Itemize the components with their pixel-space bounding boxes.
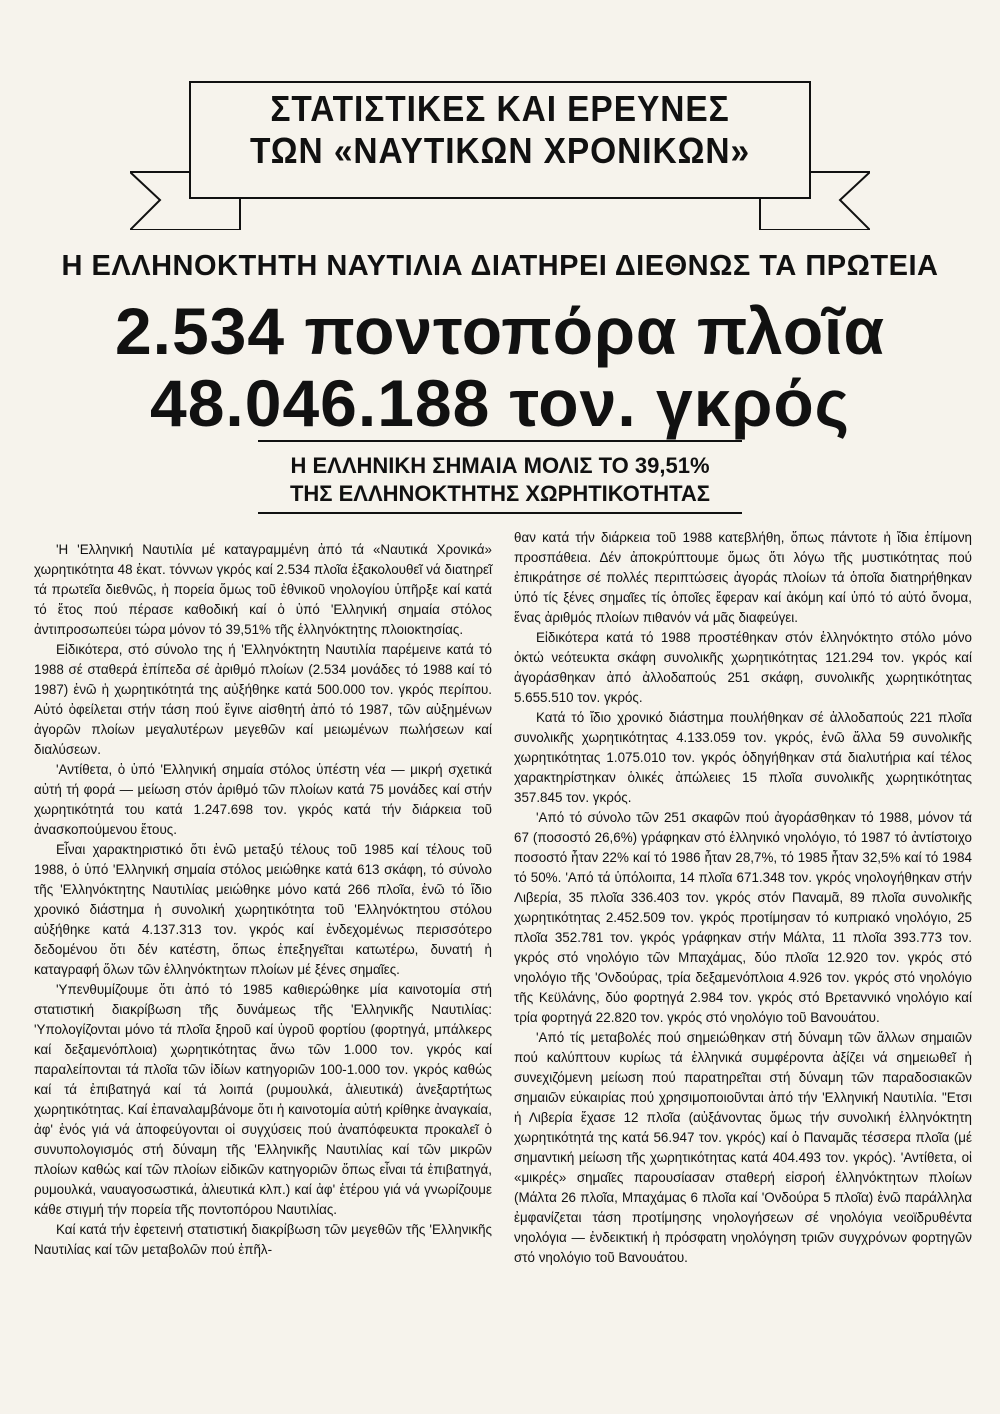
paragraph: 'Από τό σύνολο τῶν 251 σκαφῶν πού ἀγοράσθηκαν τό 1988, μόνον τά 67 (ποσοστό 26,6%) γράφηκαν στό ἑλληνικό νηολόγιο, τό 1987 τό ἀντίστοιχο ποσοστό ἦταν 22% καί τό 1986 ἦταν 28,7%, τό 1985 ἦταν 32,5% καί τό 1984 τό 50%. 'Από τά ὑπόλοιπα, 14 πλοῖα 671.348 τον. γκρός νηολογήθηκαν στήν Λιβερία, 35 πλοῖα 336.403 τον. γκρός στόν Παναμᾶ, 89 πλοῖα συνολικῆς χωρητικότητας 2.452.509 τον. γκρός προτίμησαν τό κυπριακό νηολόγιο, 25 πλοῖα 352.781 τον. γκρός γράφηκαν στήν Μάλτα, 11 πλοῖα 393.773 τον. γκρός στό νηολόγιο τῶν Μπαχάμας, δύο πλοῖα 12.920 τον. γκρός στό νηολόγιο τῆς 'Ονδούρας, τρία δεξαμενόπλοια 4.926 τον. γκρός στό νηολόγιο τῆς Κεϋλάνης, δύο φορτηγά 2.984 τον. γκρός στό Βρεταννικό νηολόγιο καί τρία φορτηγά 22.820 τον. γκρός στό νηολόγιο τοῦ Βανουάτου. <box>514 810 972 1025</box>
deck <box>240 452 760 508</box>
deck-rule-bottom <box>258 512 742 514</box>
article-column-left <box>34 540 492 1260</box>
paragraph: Κατά τό ἴδιο χρονικό διάστημα πουλήθηκαν σέ ἀλλοδαπούς 221 πλοῖα συνολικῆς χωρητικότητας 4.133.059 τον. γκρός, ἐνῶ ἄλλα 59 συνολικῆς χωρητικότητας 1.075.010 τον. γκρός ὁδηγήθηκαν στά διαλυτήρια καί τέλος χαρακτηρίστηκαν ὁλικές ἀπώλειες 15 πλοῖα συνολικῆς χωρητικότητας 357.845 τον. γκρός. <box>514 710 972 805</box>
paragraph: θαν κατά τήν διάρκεια τοῦ 1988 κατεβλήθη, ὅπως πάντοτε ἡ ἴδια ἐπίμονη προσπάθεια. Δέν ἀποκρύπτουμε ὅμως ὅτι λόγω τῆς μυστικότητας πού ἐπικράτησε σέ πολλές περιπτώσεις ἀγοράς πλοίων τά ὁποῖα διατηρήθηκαν ὑπό τίς ξένες σημαῖες τίς ὁποῖες ἔφεραν καί ἀκόμη καί ὑπό τό αὐτό ὄνομα, ἕνας ἀριθμός πλοίων πιθανόν νά μᾶς διαφεύγει. <box>514 530 972 625</box>
banner-line-2: ΤΩΝ «ΝΑΥΤΙΚΩΝ ΧΡΟΝΙΚΩΝ» <box>249 130 751 171</box>
main-headline-line-2: 48.046.188 τον. γκρός <box>150 366 850 440</box>
paragraph: 'Υπενθυμίζουμε ὅτι ἀπό τό 1985 καθιερώθηκε μία καινοτομία στή στατιστική διακρίβωση τῆς δυνάμεως τῆς 'Ελληνικῆς Ναυτιλίας: 'Υπολογίζονται μόνο τά πλοῖα ξηροῦ καί ὑγροῦ φορτίου (φορτηγά, μπάλκερς καί δεξαμενόπλοια) χωρητικότητας ἄνω τῶν 1.000 τον. γκρός καί παραλείπονται τά πλοῖα τῶν ἰδίων κατηγοριῶν 100-1.000 τον. γκρός καθώς καί τά ἐπιβατηγά καί τά λοιπά (ρυμουλκά, ἁλιευτικά) ἀνεξαρτήτως χωρητικότητας. Καί ἐπαναλαμβάνομε ὅτι ἡ καινοτομία αὐτή κρίθηκε ἀναγκαία, ἀφ' ἑνός γιά νά ἀποφεύγονται οἱ συγχύσεις πού ἀναπόφευκτα προκαλεῖ ὁ συνυπολογισμός στή δύναμη τῆς 'Ελληνικῆς Ναυτιλίας καί τῶν μικρῶν πλοίων καθώς καί τῶν πλοίων εἰδικῶν κατηγοριῶν ὅπως εἶναι τά ἐπιβατηγά, ρυμουλκά, ναυαγοσωστικά, ἁλιευτικά κλπ.) καί ἀφ' ἑτέρου γιά νά γνωρίζουμε κάθε στιγμή τήν πορεία τῆς ποντοπόρου Ναυτιλίας. <box>34 982 492 1217</box>
deck-line-2: ΤΗΣ ΕΛΛΗΝΟΚΤΗΤΗΣ ΧΩΡΗΤΙΚΟΤΗΤΑΣ <box>289 481 711 506</box>
paragraph: 'Αντίθετα, ὁ ὑπό 'Ελληνική σημαία στόλος ὑπέστη νέα — μικρή σχετικά αὐτή τή φορά — μείωση στόν ἀριθμό τῶν πλοίων κατά 75 μονάδες καί στήν χωρητικότητά του κατά 1.247.698 τον. γκρός κατά τήν διάρκεια τοῦ ἀνασκοπούμενου ἔτους. <box>34 762 492 837</box>
paragraph: Εἰδικότερα κατά τό 1988 προστέθηκαν στόν ἑλληνόκτητο στόλο μόνο ὀκτώ νεότευκτα σκάφη συνολικῆς χωρητικότητας 121.294 τον. γκρός καί ἀγοράσθηκαν ἀπό ἀλλοδαπούς 251 σκάφη, συνολικῆς χωρητικότητας 5.655.510 τον. γκρός. <box>514 630 972 705</box>
paragraph: 'Από τίς μεταβολές πού σημειώθηκαν στή δύναμη τῶν ἄλλων σημαιῶν πού καλύπτουν κυρίως τά ἑλληνικά συμφέροντα ἀξίζει νά σημειωθεῖ ἡ συνεχιζόμενη μείωση πού παρατηρεῖται στή δύναμη τῶν παραδοσιακῶν σημαιῶν εὐκαιρίας πού χρησιμοποιοῦνται ἀπό τήν 'Ελληνική Ναυτιλία. "Ετσι ἡ Λιβερία ἔχασε 12 πλοῖα (αὐξάνοντας ὅμως τήν συνολική ἑλληνόκτητη χωρητικότητά της κατά 56.947 τον. γκρός) καί ὁ Παναμᾶς τέσσερα πλοῖα (μέ σημαντική μείωση τῆς χωρητικότητας κατά 404.493 τον. γκρός). 'Αντίθετα, οἱ «μικρές» σημαῖες παρουσίασαν σταθερή εἰσροή ἑλληνόκτητων πλοίων (Μάλτα 26 πλοῖα, Μπαχάμας 6 πλοῖα καί 'Ονδούρα 5 πλοῖα) ἐνῶ παράλληλα ἐμφανίζεται τάση προτίμησης νηολογήσεων σέ νηολόγια νεοϊδρυθέντα νηολόγια — ἐνδεικτική ἡ πρόσφατη νηολόγηση τριῶν συγχρόνων φορτηγῶν στό νηολόγιο τοῦ Βανουάτου. <box>514 1030 972 1265</box>
paragraph: 'Η 'Ελληνική Ναυτιλία μέ καταγραμμένη ἀπό τά «Ναυτικά Χρονικά» χωρητικότητα 48 ἑκατ. τόννων γκρός καί 2.534 πλοῖα ἐξακολουθεῖ νά διατηρεῖ τά πρωτεῖα διεθνῶς, ἡ πορεία ὅμως τοῦ ἐθνικοῦ νηολογίου ὑπῆρξε καί κατά τό ἔτος πού πέρασε καθοδική καί ὁ ὑπό 'Ελληνική σημαία στόλος ἀντιπροσωπεύει τώρα μόνον τό 39,51% τῆς ἑλληνόκτητης πλοιοκτησίας. <box>34 542 492 637</box>
ribbon-banner <box>130 80 870 230</box>
banner-line-1: ΣΤΑΤΙΣΤΙΚΕΣ ΚΑΙ ΕΡΕΥΝΕΣ <box>270 88 730 129</box>
paragraph: Εἰδικότερα, στό σύνολο της ή 'Ελληνόκτητη Ναυτιλία παρέμεινε κατά τό 1988 σέ σταθερά ἐπίπεδα σέ ἀριθμό πλοίων (2.534 μονάδες τό 1988 καί τό 1987) ἐνῶ ἡ χωρητικότητά της αὐξήθηκε κατά 500.000 τον. γκρός περίπου. Αὐτό ὀφείλεται στήν τάση πού ἔγινε αἰσθητή ἀπό τό 1987, τῶν αὐξημένων ἀγορῶν πλοίων μεγαλυτέρων μεγεθῶν καί μειωμένων πωλήσεων καί διαλύσεων. <box>34 642 492 757</box>
banner-title <box>212 88 789 172</box>
paragraph: Εἶναι χαρακτηριστικό ὅτι ἐνῶ μεταξύ τέλους τοῦ 1985 καί τέλους τοῦ 1988, ὁ ὑπό 'Ελληνική σημαία στόλος μειώθηκε κατά 613 σκάφη, τό σύνολο τῆς 'Ελληνόκτητης Ναυτιλίας μειώθηκε μόνο κατά 266 πλοῖα, ἐνῶ τό ἴδιο χρονικό διάστημα ἡ συνολική χωρητικότητα τοῦ 'Ελληνόκτητου στόλου αὐξήθηκε κατά 4.137.313 τον. γκρός καί ἐνδεχομένως περισσότερο δεδομένου ὅτι δέν κατέστη, ὅπως ἐπεξηγεῖται κατωτέρω, δυνατή ἡ καταγραφή ὅλων τῶν ἑλληνόκτητων πλοίων μέ ξένες σημαῖες. <box>34 842 492 977</box>
kicker-headline: Η ΕΛΛΗΝΟΚΤΗΤΗ ΝΑΥΤΙΛΙΑ ΔΙΑΤΗΡΕΙ ΔΙΕΘΝΩΣ ΤΑ ΠΡΩΤΕΙΑ <box>61 250 939 282</box>
main-headline-line-1: 2.534 ποντοπόρα πλοῖα <box>114 294 886 368</box>
deck-rule-top <box>258 440 742 442</box>
article-column-right <box>514 528 972 1268</box>
paragraph: Καί κατά τήν ἐφετεινή στατιστική διακρίβωση τῶν μεγεθῶν τῆς 'Ελληνικῆς Ναυτιλίας καί τῶν μεταβολῶν πού ἐπῆλ- <box>34 1222 492 1257</box>
deck-line-1: Η ΕΛΛΗΝΙΚΗ ΣΗΜΑΙΑ ΜΟΛΙΣ ΤΟ 39,51% <box>290 453 710 478</box>
